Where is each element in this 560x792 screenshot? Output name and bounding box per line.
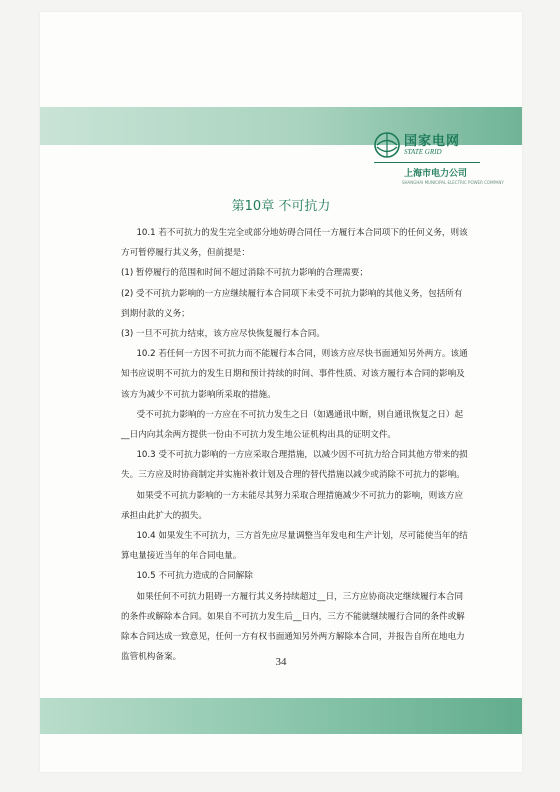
paragraph: 10.1 若不可抗力的发生完全或部分地妨碍合同任一方履行本合同项下的任何义务，则该方可暂停履行其义务，但前提是： bbox=[121, 228, 468, 259]
paragraph: 10.3 受不可抗力影响的一方应采取合理措施，以减少因不可抗力给合同其他方带来的损失。三方应及时协商制定并实施补救计划及合理的替代措施以减少或消除不可抗力的影响。 bbox=[121, 450, 468, 481]
brand-name-cn: 国家电网 bbox=[404, 134, 461, 149]
paragraph: 受不可抗力影响的一方应在不可抗力发生之日（如遇通讯中断，则自通讯恢复之日）起__日内向其余两方提供一份由不可抗力发生地公证机构出具的证明文件。 bbox=[121, 409, 464, 441]
page-number: 34 bbox=[275, 656, 287, 668]
state-grid-emblem-icon bbox=[374, 132, 400, 158]
paragraph: 10.2 若任何一方因不可抗力而不能履行本合同，则该方应尽快书面通知另外两方。该通知书应说明不可抗力的发生日期和预计持续的时间、事件性质、对该方履行本合同的影响及该方为减少不可抗力影响所采取的措施。 bbox=[121, 349, 468, 400]
document-page bbox=[40, 12, 522, 772]
paragraph: 如果任何不可抗力阻碍一方履行其义务持续超过__日，三方应协商决定继续履行本合同的条件或解除本合同。如果自不可抗力发生后__日内，三方不能就继续履行合同的条件或解除本合同达成一致意见，任何一方有权书面通知另外两方解除本合同，并报告自所在地电力监管机构备案。 bbox=[121, 591, 465, 663]
company-name: 上海市电力公司 bbox=[404, 169, 468, 179]
footer-band bbox=[40, 698, 522, 734]
company-tagline: SHANGHAI MUNICIPAL ELECTRIC POWER COMPANY bbox=[402, 180, 504, 185]
brand-name-en: STATE GRID bbox=[404, 148, 442, 156]
chapter-title: 第10章 不可抗力 bbox=[231, 199, 331, 214]
logo-divider bbox=[374, 162, 480, 163]
paragraph: 如果受不可抗力影响的一方未能尽其努力采取合理措施减少不可抗力的影响，则该方应承担由此扩大的损失。 bbox=[121, 490, 464, 521]
paragraph: 10.5 不可抗力造成的合同解除 bbox=[136, 571, 253, 582]
paragraph: (3) 一旦不可抗力结束，该方应尽快恢复履行本合同。 bbox=[121, 329, 325, 340]
chapter-body bbox=[121, 223, 469, 667]
state-grid-logo bbox=[374, 126, 514, 196]
paragraph: (2) 受不可抗力影响的一方应继续履行本合同项下未受不可抗力影响的其他义务，包括所有到期付款的义务； bbox=[121, 288, 463, 319]
paragraph: (1) 暂停履行的范围和时间不超过消除不可抗力影响的合理需要； bbox=[121, 268, 368, 279]
paragraph: 10.4 如果发生不可抗力，三方首先应尽量调整当年发电和生产计划，尽可能使当年的结算电量接近当年的年合同电量。 bbox=[121, 531, 468, 562]
